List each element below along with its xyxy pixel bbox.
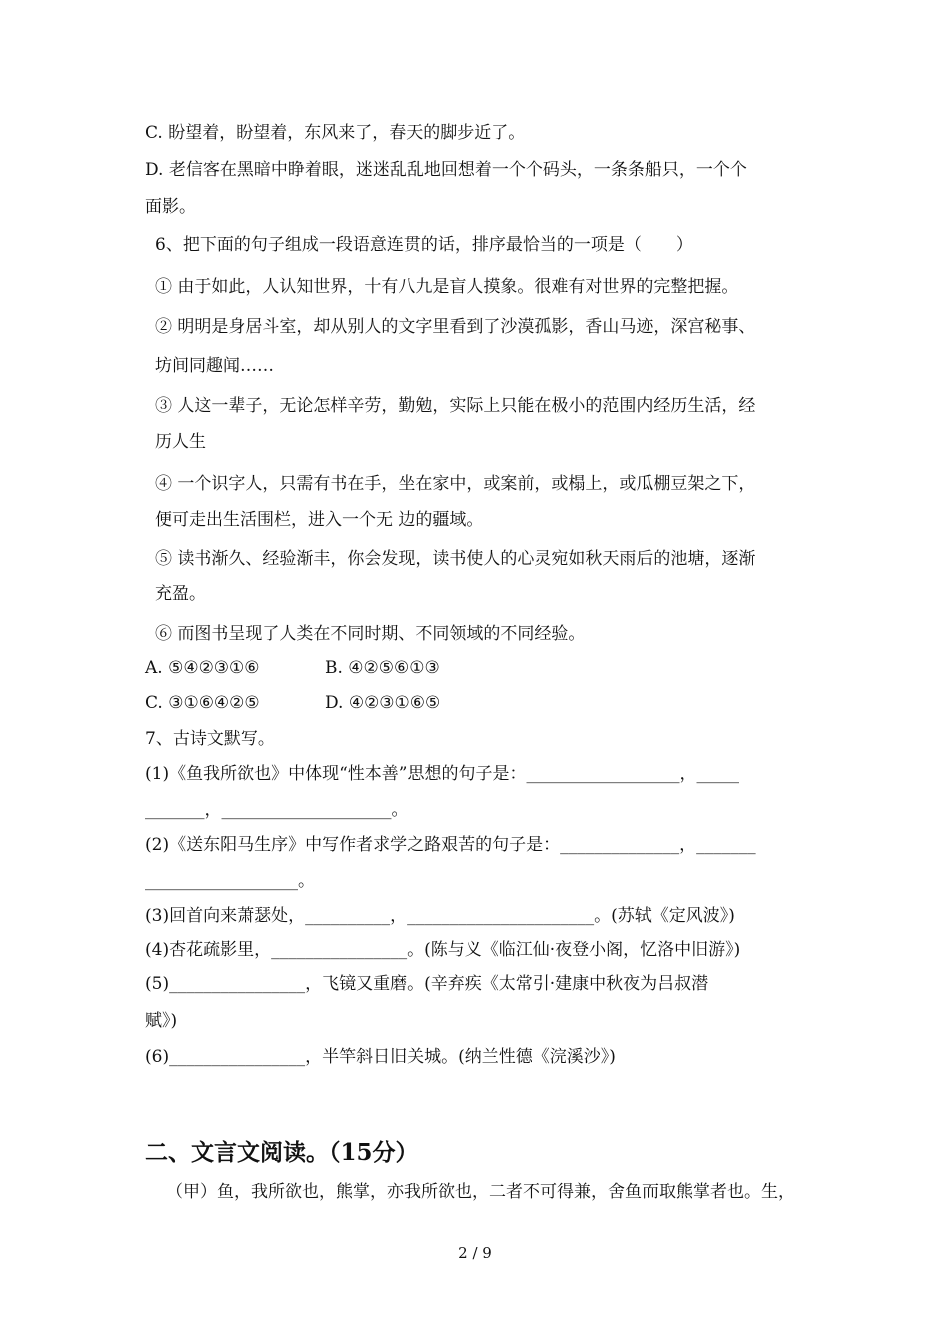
- sentence-3-cont: 历人生: [155, 432, 206, 452]
- answer-option-a: A. ⑤④②③①⑥: [145, 658, 260, 678]
- page-number: 2 / 9: [458, 1244, 492, 1262]
- poem-item-1-cont: _______，____________________。: [145, 800, 409, 820]
- poem-item-5: (5)________________，飞镜又重磨。(辛弃疾《太常引·建康中秋夜为吕叔潜: [145, 974, 709, 994]
- sentence-5: ⑤ 读书渐久、经验渐丰，你会发现，读书使人的心灵宛如秋天雨后的池塘，逐渐: [155, 549, 756, 569]
- classical-text-paragraph: （甲）鱼，我所欲也，熊掌，亦我所欲也，二者不可得兼，舍鱼而取熊掌者也。生，: [166, 1182, 795, 1202]
- poem-item-2-cont: __________________。: [145, 871, 315, 891]
- option-c-line: C. 盼望着，盼望着，东风来了，春天的脚步近了。: [145, 123, 526, 143]
- sentence-4-cont: 便可走出生活围栏，进入一个无 边的疆域。: [155, 510, 484, 530]
- poem-item-4: (4)杏花疏影里，________________。(陈与义《临江仙·夜登小阁，忆洛中旧游》): [145, 940, 741, 960]
- option-d-line: D. 老信客在黑暗中睁着眼，迷迷乱乱地回想着一个个码头，一条条船只，一个个: [145, 160, 747, 180]
- poem-item-5-cont: 赋》): [145, 1011, 178, 1031]
- answer-option-c: C. ③①⑥④②⑤: [145, 693, 260, 713]
- poem-item-2: (2)《送东阳马生序》中写作者求学之路艰苦的句子是：______________，_______: [145, 835, 756, 855]
- answer-option-d: D. ④②③①⑥⑤: [325, 693, 441, 713]
- question-6-title: 6、把下面的句子组成一段语意连贯的话，排序最恰当的一项是（ ）: [155, 235, 693, 255]
- sentence-2: ② 明明是身居斗室，却从别人的文字里看到了沙漠孤影，香山马迹，深宫秘事、: [155, 317, 756, 337]
- section-heading: 二、文言文阅读。（15分）: [145, 1139, 419, 1166]
- poem-item-1: (1)《鱼我所欲也》中体现“性本善”思想的句子是：__________________，_____: [145, 764, 739, 784]
- option-d-line-cont: 面影。: [145, 197, 196, 217]
- sentence-4: ④ 一个识字人，只需有书在手，坐在家中，或案前，或榻上，或瓜棚豆架之下，: [155, 474, 756, 494]
- answer-options-row-1: [145, 657, 440, 679]
- answer-option-b: B. ④②⑤⑥①③: [325, 658, 440, 678]
- sentence-2-cont: 坊间同趣闻……: [155, 356, 274, 376]
- poem-item-3: (3)回首向来萧瑟处，__________，______________________。(苏轼《定风波》): [145, 906, 735, 926]
- sentence-1: ① 由于如此，人认知世界，十有八九是盲人摸象。很难有对世界的完整把握。: [155, 277, 739, 297]
- sentence-3: ③ 人这一辈子，无论怎样辛劳，勤勉，实际上只能在极小的范围内经历生活，经: [155, 396, 756, 416]
- sentence-5-cont: 充盈。: [155, 584, 206, 604]
- question-7-title: 7、古诗文默写。: [145, 729, 275, 749]
- poem-item-6: (6)________________，半竿斜日旧关城。(纳兰性德《浣溪沙》): [145, 1047, 616, 1067]
- answer-options-row-2: [145, 692, 440, 714]
- sentence-6: ⑥ 而图书呈现了人类在不同时期、不同领域的不同经验。: [155, 624, 586, 644]
